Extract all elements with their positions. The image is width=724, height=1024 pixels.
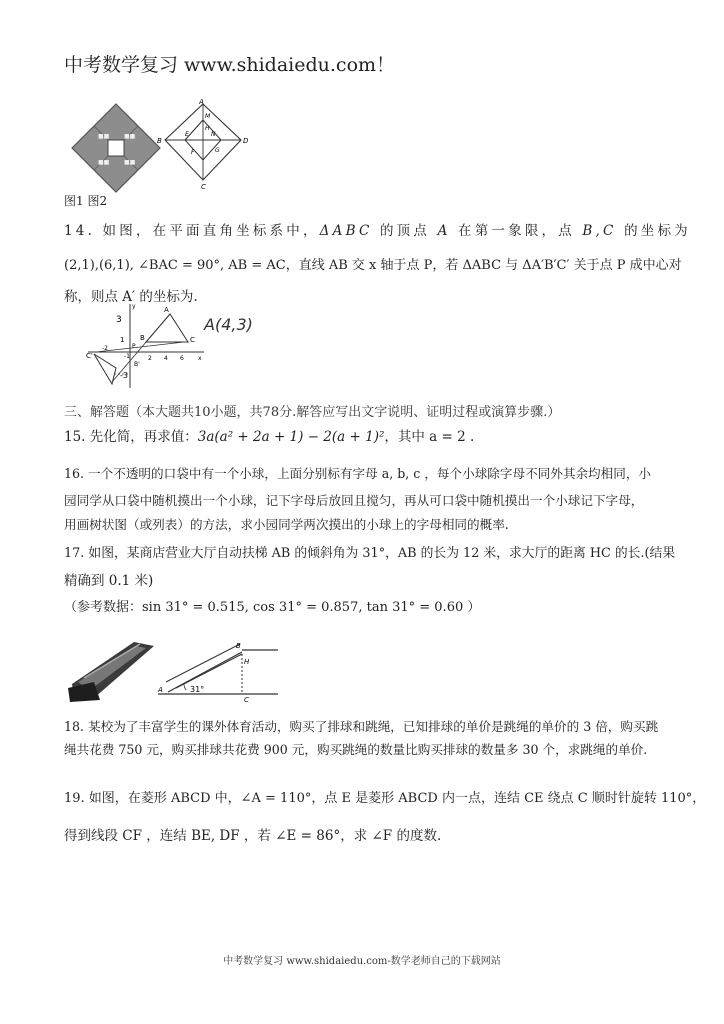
fig2-label-M: M [205, 113, 211, 120]
q19-line-1: 19. 如图，在菱形 ABCD 中，∠A = 110°，点 E 是菱形 ABCD 内一点，连结 CE 绕点 C 顺时针旋转 110°， [64, 791, 706, 806]
q14-triangle-abc [146, 314, 188, 342]
q14-text: 的坐标为 [616, 223, 691, 239]
q17-line-2: 精确到 0.1 米) [64, 573, 154, 589]
q14-fig-label: 3 [116, 315, 122, 325]
q14-fig-label: 1 [120, 336, 125, 344]
figure-2 [155, 96, 251, 192]
q17-line-3: （参考数据：sin 31° = 0.515, cos 31° = 0.857, tan 31° = 0.60 ） [64, 600, 481, 615]
q14-line-1 [64, 221, 691, 241]
figure-1 [68, 100, 164, 196]
q19-line-2: 得到线段 CF ，连结 BE, DF ，若 ∠E = 86°，求 ∠F 的度数. [64, 828, 442, 844]
q14-fig-label: -1 [124, 353, 130, 360]
page-header: 中考数学复习 www.shidaiedu.com！ [64, 54, 396, 76]
q15-expression: 3a(a² + 2a + 1) − 2(a + 1)² [197, 429, 385, 445]
escalator-label-H: H [244, 658, 250, 666]
fig2-label-D: D [243, 137, 249, 145]
q14-fig-label: y [132, 303, 136, 310]
q14-line-3: 称，则点 A′ 的坐标为. [64, 289, 198, 305]
fig2-label-N: N [211, 131, 216, 138]
q16-line-2: 园同学从口袋中随机摸出一个小球，记下字母后放回且搅匀，再从可口袋中随机摸出一个小球记下字母， [64, 493, 644, 508]
q14-handwritten-answer: A(4,3) [204, 315, 253, 334]
escalator-label-B: B [236, 642, 241, 650]
page-footer: 中考数学复习 www.shidaiedu.com-数学老师自己的下载网站 [223, 956, 501, 967]
escalator-diagram [156, 642, 280, 704]
q14-fig-label: 2 [148, 355, 152, 362]
fig2-label-C: C [201, 183, 206, 191]
q15-text: ，其中 a = 2 . [384, 429, 475, 445]
q15 [64, 427, 474, 447]
q14-text: 14. 如图，在平面直角坐标系中， [64, 223, 320, 239]
escalator-label-C: C [244, 696, 249, 704]
q14-math: ΔABC [319, 223, 373, 239]
q14-fig-label: A [164, 306, 169, 314]
q14-fig-label: B' [134, 361, 140, 368]
q14-text: 在第一象限，点 [450, 223, 583, 239]
fig1-label: ■■ [98, 159, 110, 166]
fig2-label-E: E [185, 131, 189, 138]
fig1-label: ■■ [98, 133, 110, 140]
fig2-label-B: B [157, 137, 162, 145]
q14-fig-label: C' [86, 352, 93, 360]
fig2-label-G: G [215, 147, 220, 154]
escalator-angle-label: 31° [190, 685, 205, 694]
escalator-label-A: A [158, 686, 163, 694]
escalator-photo [64, 632, 160, 704]
q14-fig-label: 6 [180, 355, 184, 362]
q14-line-2: (2,1),(6,1), ∠BAC = 90°, AB = AC，直线 AB 交 x 轴于点 P，若 ΔABC 与 ΔA′B′C′ 关于点 P 成中心对 [64, 258, 682, 273]
fig2-label-F: F [191, 149, 195, 156]
q14-fig-label: P [132, 343, 136, 350]
q14-fig-label: -3 [120, 371, 128, 380]
figure-caption: 图1 图2 [64, 194, 108, 208]
q14-fig-label: x [198, 355, 202, 362]
q14-triangle-abc-prime [94, 354, 116, 384]
section-heading: 三、解答题（本大题共10小题，共78分.解答应写出文字说明、证明过程或演算步骤.） [64, 405, 561, 420]
q14-math: A [437, 223, 451, 239]
fig2-label-A: A [199, 98, 204, 106]
q14-math: B,C [582, 223, 617, 239]
q14-fig-label: 4 [164, 355, 168, 362]
fig1-label: ■■ [124, 133, 136, 140]
q18-line-1: 18. 某校为了丰富学生的课外体育活动，购买了排球和跳绳，已知排球的单价是跳绳的单价的 3 倍，购买跳 [64, 719, 659, 734]
q17-line-1: 17. 如图，某商店营业大厅自动扶梯 AB 的倾斜角为 31°，AB 的长为 12 米，求大厅的距离 HC 的长.(结果 [64, 546, 676, 561]
fig1-label: ■■ [124, 159, 136, 166]
q16-line-1: 16. 一个不透明的口袋中有一个小球，上面分别标有字母 a, b, c ，每个小球除字母不同外其余均相同，小 [64, 466, 652, 481]
fig1-center-square [108, 140, 124, 156]
q16-line-3: 用画树状图（或列表）的方法，求小园同学两次摸出的小球上的字母相同的概率. [64, 517, 509, 532]
q15-text: 15. 先化简，再求值： [64, 429, 198, 445]
q14-fig-label: C [190, 336, 195, 344]
q14-figure [84, 302, 254, 390]
q14-fig-label: B [140, 334, 145, 342]
q18-line-2: 绳共花费 750 元，购买排球共花费 900 元，购买跳绳的数量比购买排球的数量多 30 个，求跳绳的单价. [64, 742, 648, 757]
q14-text: 的顶点 [372, 223, 438, 239]
fig2-label-H: H [205, 125, 210, 132]
q14-fig-label: -2 [102, 345, 108, 352]
